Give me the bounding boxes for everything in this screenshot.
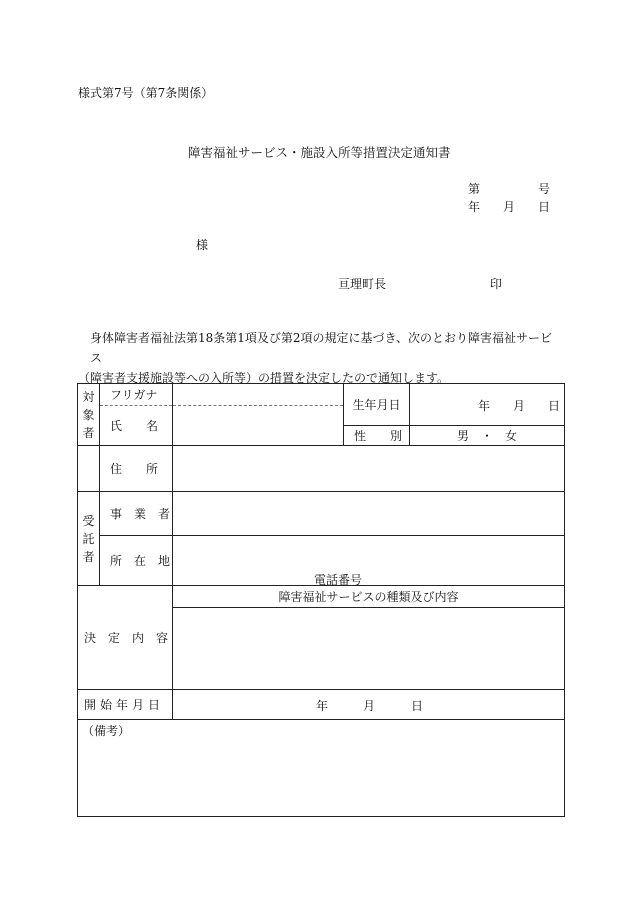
furigana-label: フリガナ (100, 384, 173, 406)
document-title: 障害福祉サービス・施設入所等措置決定通知書 (188, 145, 451, 160)
body-line-1: 身体障害者福祉法第18条第1項及び第2項の規定に基づき、次のとおり障害福祉サービス (90, 331, 553, 365)
start-month-label: 月 (363, 698, 376, 713)
service-content-value[interactable] (173, 608, 565, 690)
remarks-label: （備考） (82, 724, 131, 738)
birth-day-label: 日 (548, 398, 561, 413)
number-prefix: 第 (468, 182, 481, 196)
birth-month-label: 月 (513, 398, 526, 413)
furigana-value[interactable] (173, 384, 344, 406)
start-date-label: 開始年月日 (78, 690, 173, 720)
name-label: 氏 名 (100, 406, 173, 446)
decision-table (77, 383, 565, 817)
remarks-box[interactable] (78, 720, 565, 817)
location-value[interactable] (173, 536, 565, 586)
name-value[interactable] (173, 406, 344, 446)
service-header: 障害福祉サービスの種類及び内容 (173, 586, 565, 608)
start-date-value[interactable] (173, 690, 565, 720)
location-label: 所 在 地 (100, 536, 173, 586)
seal-mark: 印 (490, 277, 503, 291)
form-number: 様式第7号（第7条関係） (78, 86, 214, 100)
birth-year-label: 年 (478, 398, 491, 413)
phone-label: 電話番号 (314, 573, 363, 587)
birthdate-value[interactable] (410, 384, 565, 426)
number-suffix: 号 (538, 182, 551, 196)
start-year-label: 年 (316, 698, 329, 713)
birthdate-label: 生年月日 (344, 384, 410, 426)
address-label: 住 所 (100, 446, 173, 492)
date-month-label: 月 (503, 200, 516, 214)
start-day-label: 日 (411, 698, 424, 713)
sex-values[interactable]: 男 ・ 女 (410, 426, 565, 446)
date-year-label: 年 (468, 200, 481, 214)
decision-content-label: 決 定 内 容 (78, 586, 173, 690)
addressee-suffix: 様 (196, 238, 209, 252)
address-value[interactable] (173, 446, 565, 492)
date-day-label: 日 (538, 200, 551, 214)
business-value[interactable] (173, 492, 565, 536)
business-label: 事 業 者 (100, 492, 173, 536)
sex-label: 性 別 (344, 426, 410, 446)
body-paragraph (78, 328, 558, 388)
trustee-group-label: 受託者 (78, 492, 100, 586)
issuer-name: 亘理町長 (338, 277, 387, 291)
body-line-2: （障害者支援施設等への入所等）の措置を決定したので通知します。 (78, 371, 450, 385)
subject-group-label: 対象者 (78, 384, 100, 446)
